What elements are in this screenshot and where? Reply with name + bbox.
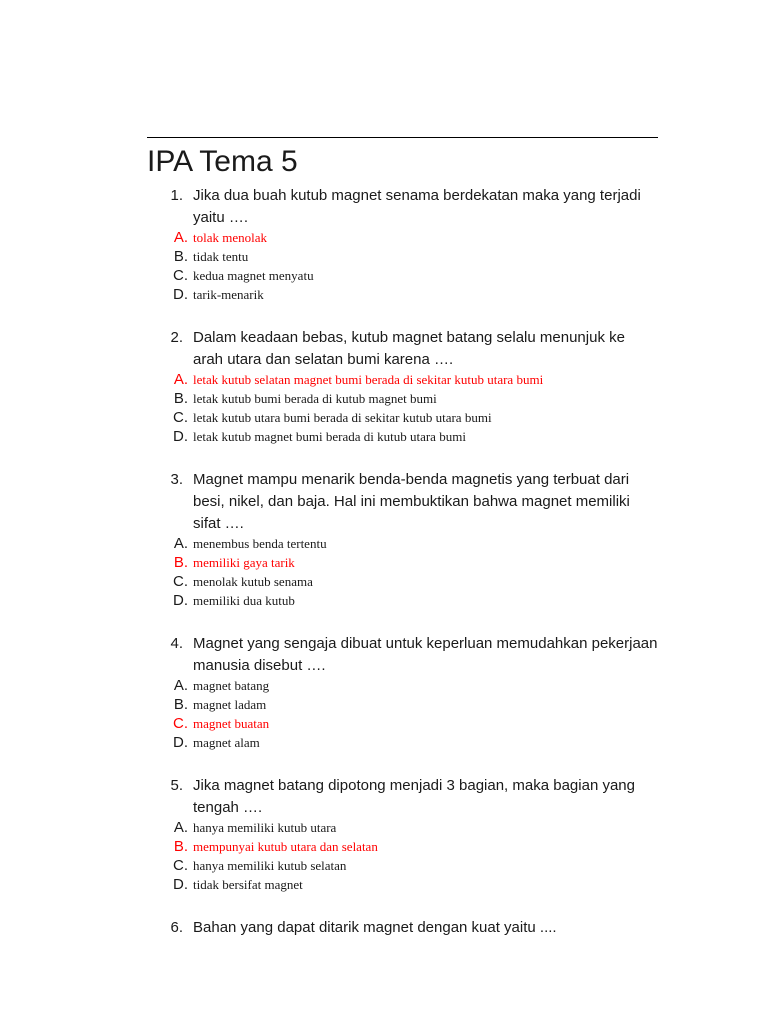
option-letter: B. — [173, 554, 188, 571]
question-text: Bahan yang dapat ditarik magnet dengan kuat yaitu .... — [193, 919, 557, 936]
option-letter: B. — [173, 390, 188, 407]
answer-option — [147, 733, 658, 752]
question-number: 6. — [170, 919, 183, 936]
question-text: Magnet mampu menarik benda-benda magnetis yang terbuat dari besi, nikel, dan baja. Hal ini membuktikan bahwa magnet memiliki sifat …. — [193, 471, 630, 532]
option-letter: B. — [173, 838, 188, 855]
answer-option — [147, 389, 658, 408]
option-text: magnet alam — [193, 735, 260, 750]
question-number: 5. — [170, 777, 183, 794]
question-row — [147, 775, 658, 819]
answer-option — [147, 408, 658, 427]
option-text: memiliki dua kutub — [193, 593, 295, 608]
document-title: IPA Tema 5 — [147, 145, 298, 178]
answer-option — [147, 591, 658, 610]
answer-option — [147, 266, 658, 285]
option-letter: B. — [173, 248, 188, 265]
answer-option-correct — [147, 714, 658, 733]
option-text: menolak kutub senama — [193, 574, 313, 589]
document-page — [147, 137, 658, 939]
header-rule — [147, 137, 658, 138]
option-text: tidak tentu — [193, 249, 249, 264]
question-number: 4. — [170, 635, 183, 652]
option-letter: D. — [173, 428, 188, 445]
option-letter: C. — [173, 715, 188, 732]
option-letter: C. — [173, 573, 188, 590]
option-letter: B. — [173, 696, 188, 713]
answer-options — [147, 370, 658, 446]
question-text: Jika dua buah kutub magnet senama berdekatan maka yang terjadi yaitu …. — [193, 187, 641, 226]
option-letter: A. — [173, 371, 188, 388]
answer-option — [147, 427, 658, 446]
option-letter: D. — [173, 734, 188, 751]
option-text: magnet ladam — [193, 697, 267, 712]
option-text: letak kutub bumi berada di kutub magnet bumi — [193, 391, 437, 406]
option-text: letak kutub utara bumi berada di sekitar kutub utara bumi — [193, 410, 492, 425]
answer-option — [147, 247, 658, 266]
option-letter: D. — [173, 876, 188, 893]
answer-option — [147, 856, 658, 875]
answer-option — [147, 534, 658, 553]
option-text: hanya memiliki kutub utara — [193, 820, 337, 835]
option-text: magnet buatan — [193, 716, 270, 731]
question-row — [147, 185, 658, 229]
option-text: mempunyai kutub utara dan selatan — [193, 839, 378, 854]
question-row — [147, 469, 658, 535]
answer-option — [147, 875, 658, 894]
question-item — [147, 469, 658, 610]
option-text: letak kutub selatan magnet bumi berada di sekitar kutub utara bumi — [193, 372, 544, 387]
option-text: memiliki gaya tarik — [193, 555, 295, 570]
answer-option — [147, 695, 658, 714]
question-item — [147, 775, 658, 894]
option-text: menembus benda tertentu — [193, 536, 327, 551]
option-text: letak kutub magnet bumi berada di kutub utara bumi — [193, 429, 466, 444]
answer-options — [147, 676, 658, 752]
question-text: Magnet yang sengaja dibuat untuk keperluan memudahkan pekerjaan manusia disebut …. — [193, 635, 658, 674]
option-text: tolak menolak — [193, 230, 268, 245]
question-text: Jika magnet batang dipotong menjadi 3 bagian, maka bagian yang tengah …. — [193, 777, 635, 816]
question-number: 2. — [170, 329, 183, 346]
option-letter: A. — [173, 229, 188, 246]
answer-options — [147, 818, 658, 894]
option-letter: D. — [173, 592, 188, 609]
answer-option-correct — [147, 553, 658, 572]
question-item — [147, 185, 658, 304]
answer-option-correct — [147, 370, 658, 389]
answer-options — [147, 534, 658, 610]
option-letter: A. — [173, 677, 188, 694]
option-letter: C. — [173, 409, 188, 426]
answer-option-correct — [147, 837, 658, 856]
option-letter: C. — [173, 857, 188, 874]
answer-options — [147, 228, 658, 304]
question-row — [147, 327, 658, 371]
answer-option — [147, 285, 658, 304]
question-row — [147, 633, 658, 677]
option-text: tarik-menarik — [193, 287, 264, 302]
answer-option — [147, 818, 658, 837]
option-letter: C. — [173, 267, 188, 284]
option-text: magnet batang — [193, 678, 270, 693]
option-text: hanya memiliki kutub selatan — [193, 858, 347, 873]
question-item — [147, 917, 658, 939]
question-number: 3. — [170, 471, 183, 488]
answer-option — [147, 572, 658, 591]
option-text: kedua magnet menyatu — [193, 268, 314, 283]
option-letter: A. — [173, 535, 188, 552]
question-text: Dalam keadaan bebas, kutub magnet batang selalu menunjuk ke arah utara dan selatan bumi karena …. — [193, 329, 625, 368]
option-letter: D. — [173, 286, 188, 303]
option-text: tidak bersifat magnet — [193, 877, 303, 892]
question-number: 1. — [170, 187, 183, 204]
answer-option-correct — [147, 228, 658, 247]
answer-option — [147, 676, 658, 695]
question-item — [147, 633, 658, 752]
question-item — [147, 327, 658, 446]
question-list — [147, 185, 658, 939]
option-letter: A. — [173, 819, 188, 836]
question-row — [147, 917, 658, 939]
